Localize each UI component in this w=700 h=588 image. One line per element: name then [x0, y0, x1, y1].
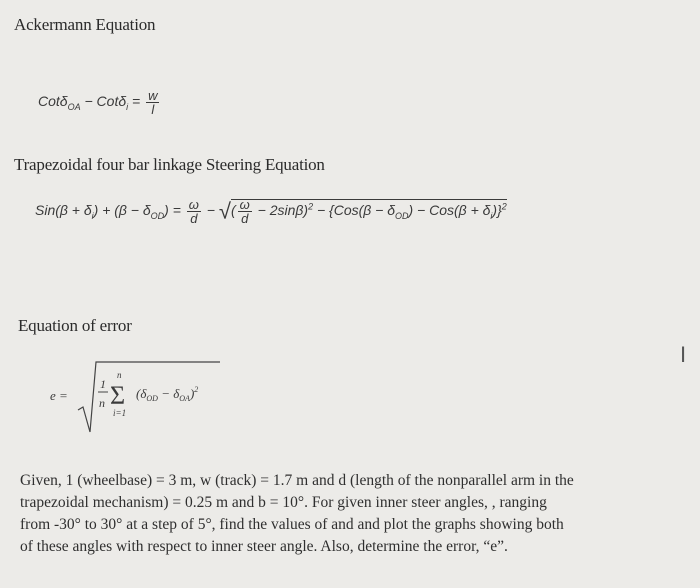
eq-equals: = — [128, 93, 145, 110]
eq-fraction — [187, 198, 201, 225]
eq-sub: OD — [146, 394, 158, 403]
eq-term: Cotδ — [38, 93, 68, 110]
frac-numerator: ω — [239, 197, 250, 212]
text-cursor-icon: I — [680, 342, 687, 367]
sqrt-icon: √ — [218, 198, 231, 224]
error-lhs: e = — [50, 388, 68, 403]
error-heading: Equation of error — [18, 316, 132, 335]
eq-term: ) − Cos(β + δ — [408, 202, 491, 219]
sigma-upper: n — [117, 370, 122, 380]
sigma-lower: i=1 — [113, 408, 127, 418]
ackermann-heading: Ackermann Equation — [14, 15, 156, 34]
eq-term: ) — [189, 386, 195, 401]
frac-numerator: w — [148, 88, 158, 103]
frac-denominator: d — [241, 211, 249, 226]
problem-line-1: Given, 1 (wheelbase) = 3 m, w (track) = 1.7 m and d (length of the nonparallel arm in the — [20, 472, 574, 489]
eq-term: − δ — [157, 386, 180, 401]
eq-fraction — [238, 198, 252, 225]
eq-sub: i — [490, 211, 493, 221]
trapezoidal-heading: Trapezoidal four bar linkage Steering Equation — [14, 155, 325, 174]
eq-sub: OA — [67, 102, 81, 112]
eq-sub: OA — [179, 394, 190, 403]
problem-line-3: from -30° to 30° at a step of 5°, find the values of and and plot the graphs showing both — [20, 516, 564, 533]
eq-term: )} — [492, 202, 502, 219]
frac-denominator: d — [190, 211, 198, 226]
frac-denominator: l — [151, 102, 155, 117]
sqrt-radicand — [230, 197, 507, 226]
eq-fraction — [146, 89, 159, 116]
eq-term: ) + (β − δ — [93, 202, 151, 219]
error-equation — [40, 352, 240, 442]
ackermann-equation — [38, 89, 161, 116]
sigma-icon: Σ — [110, 381, 126, 410]
eq-term: ) = — [164, 202, 185, 219]
eq-term: − Cotδ — [80, 93, 127, 110]
eq-term: ( — [230, 202, 236, 219]
eq-sub: OD — [150, 211, 165, 221]
one-over-n-numerator: 1 — [100, 377, 106, 391]
eq-term: − {Cos(β − δ — [313, 202, 395, 219]
eq-sub: i — [91, 211, 94, 221]
trapezoidal-equation — [35, 198, 507, 225]
eq-minus: − — [202, 202, 219, 219]
eq-term: Sin(β + δ — [35, 202, 92, 219]
eq-sub: OD — [395, 211, 409, 221]
error-term — [136, 385, 198, 403]
problem-line-2: trapezoidal mechanism) = 0.25 m and b = 10°. For given inner steer angles, , ranging — [20, 494, 547, 511]
eq-term: (δ — [136, 386, 147, 401]
problem-statement — [20, 470, 690, 558]
frac-numerator: ω — [188, 197, 199, 212]
one-over-n-denominator: n — [99, 396, 105, 410]
eq-term: − 2sinβ) — [253, 202, 309, 219]
eq-exponent: 2 — [194, 385, 199, 394]
eq-exponent: 2 — [308, 201, 314, 212]
eq-sub: i — [126, 102, 129, 112]
eq-exponent: 2 — [501, 201, 507, 212]
problem-line-4: of these angles with respect to inner steer angle. Also, determine the error, “e”. — [20, 538, 508, 555]
